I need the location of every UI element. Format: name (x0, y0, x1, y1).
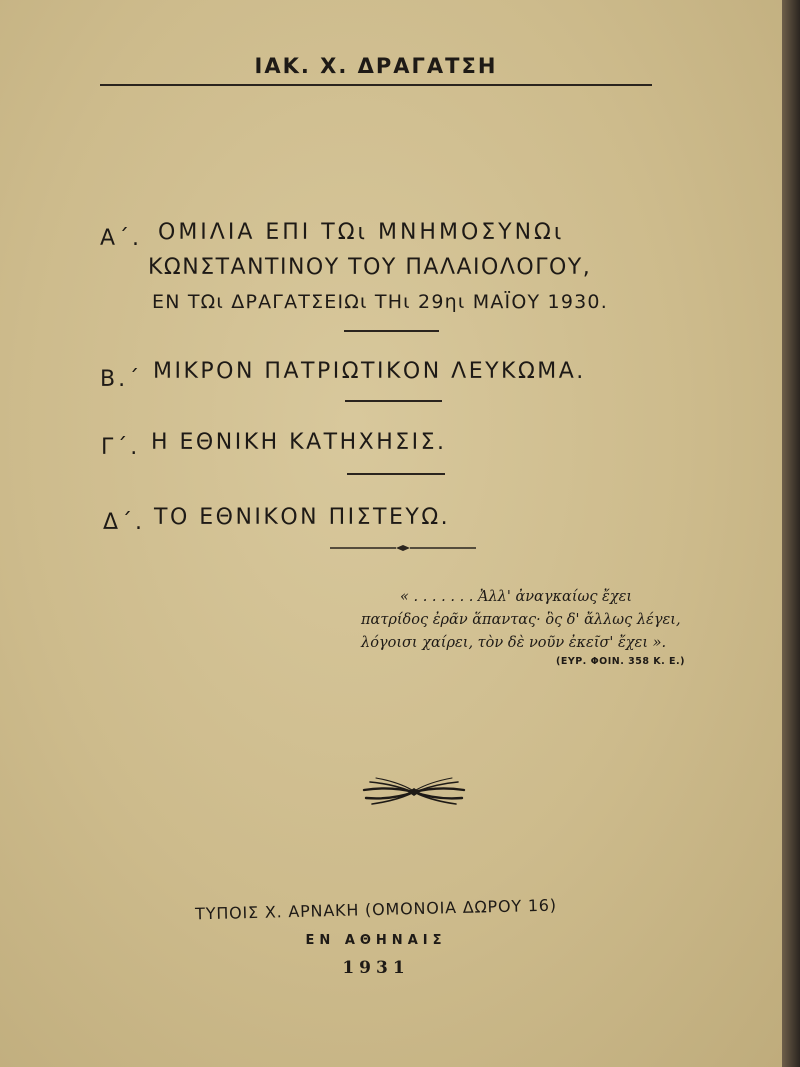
epigraph-source: (ΕΥΡ. ΦΟΙΝ. 358 Κ. Ε.) (556, 656, 685, 667)
section-a-line-2: ΚΩΝΣΤΑΝΤΙΝΟΥ ΤΟΥ ΠΑΛΑΙΟΛΟΓΟΥ, (148, 255, 592, 280)
publication-city: ΕΝ ΑΘΗΝΑΙΣ (305, 933, 447, 948)
section-divider (345, 400, 442, 402)
author-underline (100, 84, 652, 86)
epigraph-line-3: λόγοισι χαίρει, τὸν δὲ νοῦν ἐκεῖσ' ἔχει ». (361, 635, 667, 651)
section-b-title: ΜΙΚΡΟΝ ΠΑΤΡΙΩΤΙΚΟΝ ΛΕΥΚΩΜΑ. (153, 359, 586, 384)
section-b-number: Β.΄ (100, 367, 143, 392)
section-d-title: ΤΟ ΕΘΝΙΚΟΝ ΠΙΣΤΕΥΩ. (154, 505, 451, 530)
flourish-ornament-icon (362, 776, 466, 808)
page-edge-shadow (782, 0, 800, 1067)
section-divider (347, 473, 445, 475)
printer-imprint: ΤΥΠΟΙΣ Χ. ΑΡΝΑΚΗ (ΟΜΟΝΟΙΑ ΔΩΡΟΥ 16) (194, 895, 558, 924)
section-a-line-1: ΟΜΙΛΙΑ ΕΠΙ ΤΩι ΜΝΗΜΟΣΥΝΩι (158, 220, 565, 245)
rule-ornament-icon (330, 540, 476, 556)
epigraph-line-2: πατρίδος ἐρᾶν ἅπαντας· ὃς δ' ἄλλως λέγει, (361, 612, 681, 628)
section-a-number: Α΄. (100, 226, 143, 251)
section-c-number: Γ΄. (101, 435, 141, 460)
author-name: ΙΑΚ. Χ. ΔΡΑΓΑΤΣΗ (254, 54, 498, 78)
epigraph-line-1: « . . . . . . . Ἀλλ' ἀναγκαίως ἔχει (400, 589, 633, 605)
section-d-number: Δ΄. (103, 510, 146, 535)
publication-year: 1931 (342, 958, 410, 978)
section-divider (344, 330, 439, 332)
section-a-line-3: ΕΝ ΤΩι ΔΡΑΓΑΤΣΕΙΩι ΤΗι 29ηι ΜΑΪΟΥ 1930. (152, 291, 608, 313)
section-c-title: Η ΕΘΝΙΚΗ ΚΑΤΗΧΗΣΙΣ. (151, 430, 447, 455)
